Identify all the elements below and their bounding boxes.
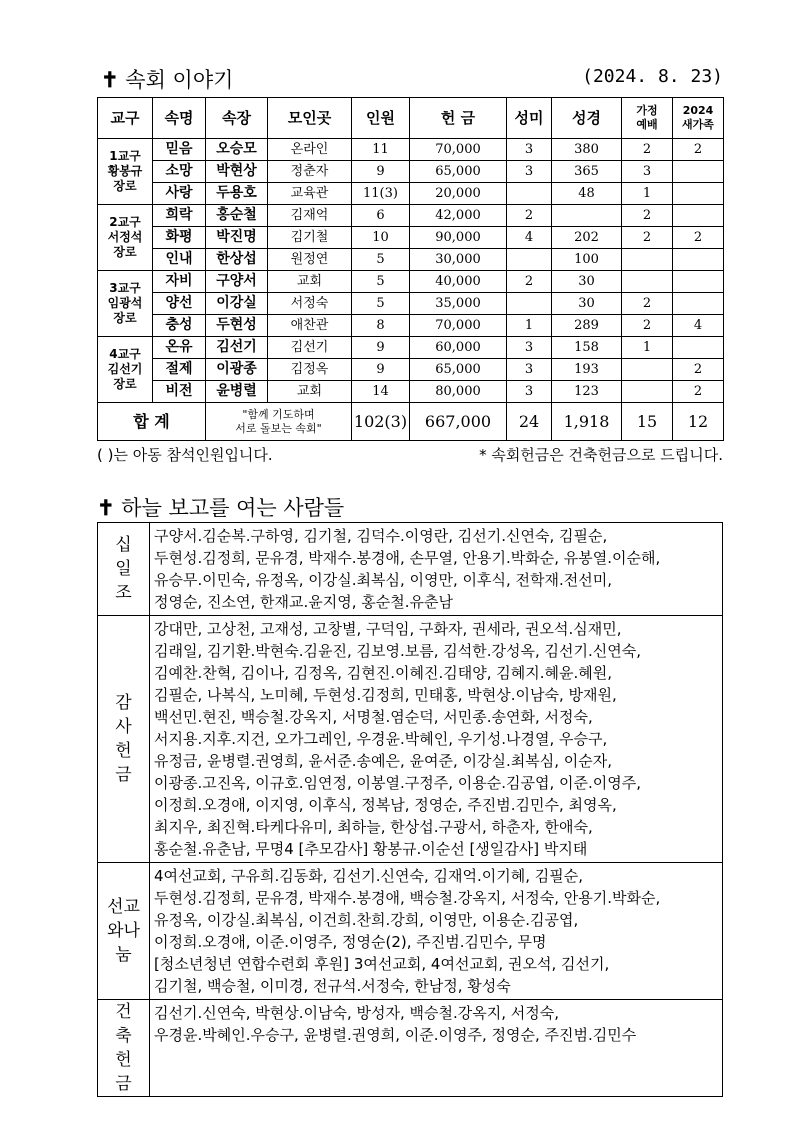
leader-name: 두현성 (206, 315, 268, 337)
note-offering: * 속회헌금은 건축헌금으로 드립니다. (479, 446, 723, 464)
people-count: 5 (352, 249, 410, 271)
family-worship-count: 1 (622, 337, 673, 359)
people-count: 10 (352, 227, 410, 249)
location: 김정옥 (268, 359, 352, 381)
col-header-people: 인원 (352, 98, 410, 139)
section-header-cell-meeting (97, 60, 723, 96)
people-count: 9 (352, 161, 410, 183)
new-family-count (673, 249, 724, 271)
people-count: 5 (352, 293, 410, 315)
report-date: (2024. 8. 23) (582, 66, 723, 87)
donation-category (98, 523, 150, 616)
bible-count (552, 205, 622, 227)
donation-table (97, 522, 723, 1097)
new-family-count: 4 (673, 315, 724, 337)
rice-count (507, 183, 552, 205)
cell-name: 사랑 (153, 183, 206, 205)
bible-count: 365 (552, 161, 622, 183)
cell-meeting-table (97, 97, 724, 441)
people-count: 6 (352, 205, 410, 227)
cell-name: 희락 (153, 205, 206, 227)
offering-amount: 35,000 (410, 293, 507, 315)
family-worship-count: 2 (622, 315, 673, 337)
donation-category-label: 십일조 (115, 535, 132, 603)
cross-icon: ✝ (97, 495, 115, 520)
offering-amount: 42,000 (410, 205, 507, 227)
cell-name: 온유 (153, 337, 206, 359)
cell-name: 양선 (153, 293, 206, 315)
table-row (98, 337, 724, 359)
table-row (98, 293, 724, 315)
offering-amount: 60,000 (410, 337, 507, 359)
offering-amount: 65,000 (410, 161, 507, 183)
col-header-bible: 성경 (552, 98, 622, 139)
offering-amount: 30,000 (410, 249, 507, 271)
donor-names: 4여선교회, 구유희.김동화, 김선기.신연숙, 김재억.이기혜, 김필순, 두현성.김정희, 문유경, 박재수.봉경애, 백승철.강옥지, 서정숙, 안용기.박화순, 유정옥, 이강실.최복심, 이건희.찬희.강희, 이영만, 이용순.김공엽, 이정희.오경애, 이준.이영주, 정영순(2), 주진범.김민수, 무명 [청소년청년 연합수련회 후원] 3여선교회, 4여선교회, 권오석, 김선기, 김기철, 백승철, 이미경, 전규석.서정숙, 한남정, 황성숙 (150, 863, 723, 1000)
offering-amount: 65,000 (410, 359, 507, 381)
section-title-donors (97, 492, 344, 522)
location: 온라인 (268, 139, 352, 161)
rice-count: 3 (507, 381, 552, 403)
location: 서정숙 (268, 293, 352, 315)
table-row (98, 183, 724, 205)
cross-icon: ✝ (101, 67, 119, 92)
bible-count: 100 (552, 249, 622, 271)
table-row (98, 359, 724, 381)
rice-count: 3 (507, 337, 552, 359)
location: 김선기 (268, 337, 352, 359)
section-title-text: 속회 이야기 (125, 68, 234, 92)
table-notes (97, 444, 723, 468)
donation-category (98, 616, 150, 863)
note-children: ( )는 아동 참석인원입니다. (97, 446, 273, 464)
total-worship: 15 (622, 403, 673, 441)
family-worship-count (622, 359, 673, 381)
family-worship-count: 2 (622, 293, 673, 315)
total-row (98, 403, 724, 441)
offering-amount: 90,000 (410, 227, 507, 249)
new-family-count: 2 (673, 139, 724, 161)
cell-name: 자비 (153, 271, 206, 293)
family-worship-count (622, 271, 673, 293)
bible-count: 48 (552, 183, 622, 205)
donation-category (98, 1000, 150, 1097)
cell-name: 믿음 (153, 139, 206, 161)
bible-count: 158 (552, 337, 622, 359)
donation-category (98, 863, 150, 1000)
district-label: 2교구 서정석 장로 (98, 205, 153, 271)
people-count: 14 (352, 381, 410, 403)
bible-count: 202 (552, 227, 622, 249)
table-row (98, 249, 724, 271)
table-row (98, 271, 724, 293)
rice-count: 3 (507, 161, 552, 183)
people-count: 9 (352, 337, 410, 359)
total-offering: 667,000 (410, 403, 507, 441)
leader-name: 구양서 (206, 271, 268, 293)
cell-name: 절제 (153, 359, 206, 381)
col-header-family-worship: 가정 예배 (622, 98, 673, 139)
leader-name: 한상섭 (206, 249, 268, 271)
rice-count: 3 (507, 139, 552, 161)
people-count: 11(3) (352, 183, 410, 205)
leader-name: 이강실 (206, 293, 268, 315)
donation-category-label: 감사헌금 (115, 693, 132, 785)
section-title-text: 하늘 보고를 여는 사람들 (121, 496, 345, 520)
leader-name: 김선기 (206, 337, 268, 359)
offering-amount: 80,000 (410, 381, 507, 403)
family-worship-count: 2 (622, 139, 673, 161)
location: 애찬관 (268, 315, 352, 337)
people-count: 8 (352, 315, 410, 337)
total-new-family: 12 (673, 403, 724, 441)
district-label: 4교구 김선기 장로 (98, 337, 153, 403)
location: 원정연 (268, 249, 352, 271)
donation-row (98, 863, 723, 1000)
col-header-location: 모인곳 (268, 98, 352, 139)
family-worship-count: 2 (622, 227, 673, 249)
table-row (98, 315, 724, 337)
bible-count: 123 (552, 381, 622, 403)
col-header-rice: 성미 (507, 98, 552, 139)
rice-count: 1 (507, 315, 552, 337)
cell-name: 비전 (153, 381, 206, 403)
rice-count: 3 (507, 359, 552, 381)
rice-count: 2 (507, 205, 552, 227)
people-count: 5 (352, 271, 410, 293)
donation-row (98, 523, 723, 616)
donor-names: 강대만, 고상천, 고재성, 고창별, 구덕임, 구화자, 권세라, 권오석.심재민, 김래일, 김기환.박현숙.김윤진, 김보영.보름, 김석한.강성옥, 김선기.신연숙, 김예찬.찬혁, 김이나, 김정옥, 김현진.이혜진.김태양, 김혜지.혜윤.혜원, 김필순, 나복식, 노미혜, 두현성.김정희, 민태홍, 박현상.이남숙, 방재원, 백선민.현진, 백승철.강옥지, 서명철.염순덕, 서민종.송연화, 서정숙, 서지용.지후.지건, 오가그레인, 우경윤.박혜인, 우기성.나경열, 우승구, 유정금, 윤병렬.권영희, 윤서준.송예은, 윤여준, 이강실.최복심, 이순자, 이광종.고진옥, 이규호.임연정, 이봉열.구정주, 이용순.김공엽, 이준.이영주, 이정희.오경애, 이지영, 이후식, 정복남, 정영순, 주진범.김민수, 최영옥, 최지우, 최진혁.타케다유미, 최하늘, 한상섭.구광서, 하춘자, 한애숙, 홍순철.유춘남, 무명4 [추모감사] 황봉규.이순선 [생일감사] 박지태 (150, 616, 723, 863)
people-count: 9 (352, 359, 410, 381)
table-row (98, 139, 724, 161)
offering-amount: 70,000 (410, 139, 507, 161)
family-worship-count: 2 (622, 205, 673, 227)
location: 교회 (268, 271, 352, 293)
donor-names: 김선기.신연숙, 박현상.이남숙, 방성자, 백승철.강옥지, 서정숙, 우경윤.박혜인.우승구, 윤병렬.권영희, 이준.이영주, 정영순, 주진범.김민수 (150, 1000, 723, 1097)
family-worship-count: 1 (622, 183, 673, 205)
bible-count: 30 (552, 293, 622, 315)
location: 김재억 (268, 205, 352, 227)
total-bible: 1,918 (552, 403, 622, 441)
new-family-count: 2 (673, 381, 724, 403)
cell-name: 화평 (153, 227, 206, 249)
bible-count: 289 (552, 315, 622, 337)
col-header-offering: 헌 금 (410, 98, 507, 139)
new-family-count: 2 (673, 359, 724, 381)
rice-count (507, 249, 552, 271)
location: 정춘자 (268, 161, 352, 183)
leader-name: 오승모 (206, 139, 268, 161)
total-label: 합 계 (98, 403, 206, 441)
rice-count (507, 293, 552, 315)
family-worship-count: 3 (622, 161, 673, 183)
family-worship-count (622, 249, 673, 271)
leader-name: 박진명 (206, 227, 268, 249)
new-family-count (673, 293, 724, 315)
total-motto: "함께 기도하며 서로 돌보는 속회" (206, 403, 352, 441)
new-family-count: 2 (673, 227, 724, 249)
donor-names: 구양서.김순복.구하영, 김기철, 김덕수.이영란, 김선기.신연숙, 김필순, 두현성.김정희, 문유경, 박재수.봉경애, 손무열, 안용기.박화순, 유봉열.이순해, 유승무.이민숙, 유정옥, 이강실.최복심, 이영만, 이후식, 전학재.전선미, 정영순, 진소연, 한재교.윤지영, 홍순철.유춘남 (150, 523, 723, 616)
offering-amount: 70,000 (410, 315, 507, 337)
donation-category-label: 선교와나눔 (107, 897, 140, 965)
new-family-count (673, 161, 724, 183)
donation-row (98, 616, 723, 863)
table-row (98, 161, 724, 183)
location: 교회 (268, 381, 352, 403)
cell-name: 인내 (153, 249, 206, 271)
col-header-leader: 속장 (206, 98, 268, 139)
bible-count: 193 (552, 359, 622, 381)
total-rice: 24 (507, 403, 552, 441)
rice-count: 4 (507, 227, 552, 249)
table-header-row (98, 98, 724, 139)
table-row (98, 381, 724, 403)
leader-name: 윤병렬 (206, 381, 268, 403)
rice-count: 2 (507, 271, 552, 293)
new-family-count (673, 337, 724, 359)
donation-category-label: 건축헌금 (115, 1002, 132, 1094)
col-header-new-family: 2024 새가족 (673, 98, 724, 139)
location: 김기철 (268, 227, 352, 249)
donation-row (98, 1000, 723, 1097)
col-header-district: 교구 (98, 98, 153, 139)
table-row (98, 227, 724, 249)
bible-count: 30 (552, 271, 622, 293)
new-family-count (673, 183, 724, 205)
table-row (98, 205, 724, 227)
district-label: 1교구 황봉규 장로 (98, 139, 153, 205)
leader-name: 두용호 (206, 183, 268, 205)
cell-name: 소망 (153, 161, 206, 183)
cell-name: 충성 (153, 315, 206, 337)
leader-name: 이광종 (206, 359, 268, 381)
leader-name: 박현상 (206, 161, 268, 183)
bible-count: 380 (552, 139, 622, 161)
col-header-cell-name: 속명 (153, 98, 206, 139)
family-worship-count (622, 381, 673, 403)
leader-name: 홍순철 (206, 205, 268, 227)
total-people: 102(3) (352, 403, 410, 441)
offering-amount: 40,000 (410, 271, 507, 293)
new-family-count (673, 205, 724, 227)
new-family-count (673, 271, 724, 293)
people-count: 11 (352, 139, 410, 161)
section-title (101, 64, 233, 94)
offering-amount: 20,000 (410, 183, 507, 205)
district-label: 3교구 임광석 장로 (98, 271, 153, 337)
location: 교육관 (268, 183, 352, 205)
